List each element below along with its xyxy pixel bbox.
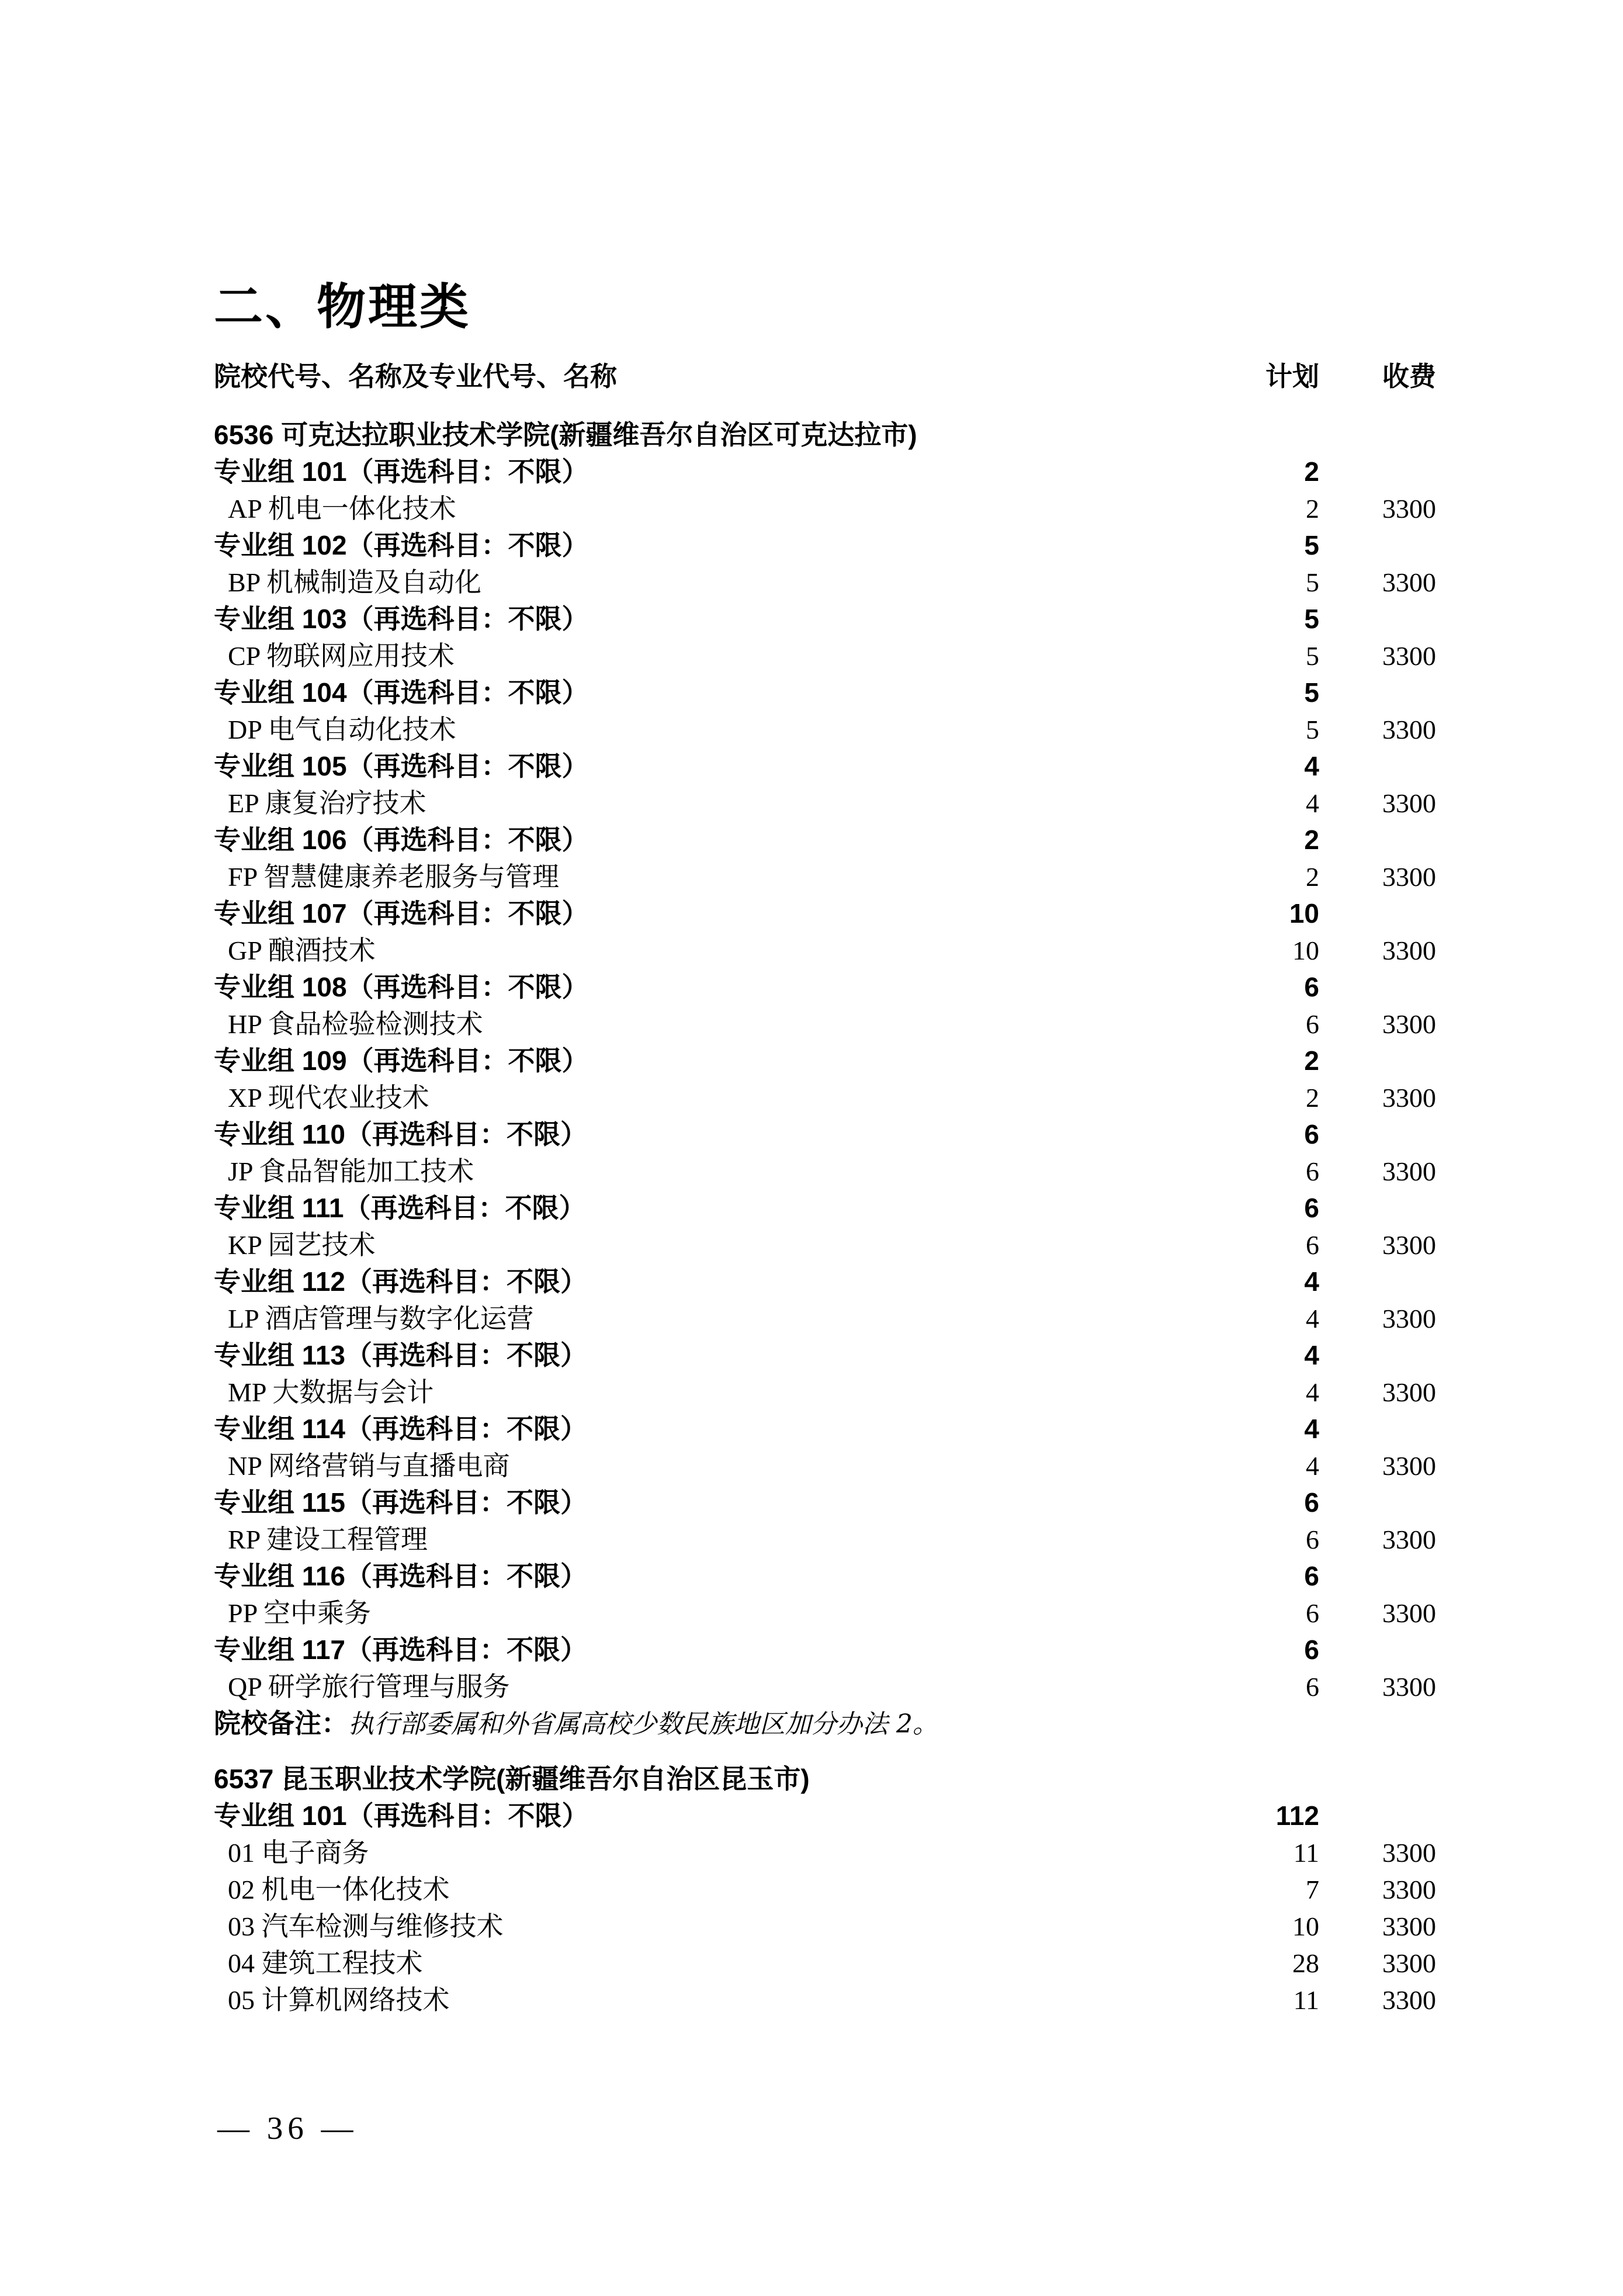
row-fee-value: 3300 (1382, 1083, 1436, 1113)
row-plan-value: 5 (1304, 530, 1319, 560)
right-margin-spacer (1436, 1595, 1623, 1632)
row-fee-value (1319, 1043, 1436, 1079)
row-fee-value: 3300 (1382, 1838, 1436, 1868)
row-name-cell (214, 1871, 1197, 1908)
row-plan-value: 6 (1306, 1230, 1319, 1260)
row-text: BP 机械制造及自动化 (228, 567, 482, 597)
row-plan-value: 4 (1304, 1266, 1319, 1297)
row-name-cell (214, 564, 1197, 601)
right-margin-spacer (1436, 358, 1623, 395)
row-group (0, 1263, 1623, 1300)
row-name-cell (214, 1908, 1197, 1945)
row-group (0, 1116, 1623, 1153)
row-text: 专业组 101（再选科目：不限） (214, 1800, 589, 1831)
row-text: 专业组 101（再选科目：不限） (214, 456, 589, 487)
row-text: 专业组 109（再选科目：不限） (214, 1045, 589, 1076)
row-major (0, 1447, 1623, 1484)
row-major (0, 490, 1623, 527)
column-header-row (0, 358, 1623, 395)
right-margin-spacer (1436, 1190, 1623, 1227)
row-major (0, 1982, 1623, 2018)
row-plan-value: 4 (1306, 1451, 1319, 1481)
row-text: QP 研学旅行管理与服务 (228, 1672, 510, 1702)
row-plan-value: 2 (1306, 862, 1319, 892)
right-margin-spacer (1436, 822, 1623, 858)
row-major (0, 1668, 1623, 1705)
row-text: 专业组 108（再选科目：不限） (214, 972, 589, 1002)
row-plan-value: 4 (1304, 1414, 1319, 1444)
row-fee-value (1319, 822, 1436, 858)
row-name-cell (214, 1521, 1197, 1558)
row-fee-value: 3300 (1382, 1525, 1436, 1554)
row-plan-value: 4 (1306, 1304, 1319, 1334)
right-margin-spacer (1436, 1116, 1623, 1153)
row-plan-value: 28 (1292, 1948, 1319, 1978)
row-group (0, 1632, 1623, 1668)
row-name-cell (214, 1006, 1197, 1043)
column-header-fee: 收费 (1382, 362, 1436, 392)
row-plan-value: 10 (1289, 898, 1319, 929)
right-margin-spacer (1436, 711, 1623, 748)
row-group (0, 969, 1623, 1006)
right-margin-spacer (1436, 1153, 1623, 1190)
row-group (0, 1484, 1623, 1521)
row-plan-value (1197, 1761, 1319, 1798)
row-fee-value: 3300 (1382, 1875, 1436, 1904)
row-name-cell (214, 1705, 1197, 1742)
row-text: FP 智慧健康养老服务与管理 (228, 862, 559, 892)
row-text: 01 电子商务 (228, 1838, 369, 1868)
row-text: 专业组 114（再选科目：不限） (214, 1414, 587, 1444)
row-name-cell (214, 785, 1197, 822)
right-margin-spacer (1436, 932, 1623, 969)
row-note-label: 院校备注： (214, 1708, 348, 1739)
row-fee-value (1319, 601, 1436, 638)
right-margin-spacer (1436, 453, 1623, 490)
right-margin-spacer (1436, 1006, 1623, 1043)
right-margin-spacer (1436, 1945, 1623, 1982)
row-fee-value (1319, 1705, 1436, 1742)
row-name-cell (214, 1337, 1197, 1374)
row-plan-value: 10 (1292, 936, 1319, 965)
row-text: DP 电气自动化技术 (228, 715, 456, 744)
row-group (0, 1337, 1623, 1374)
row-text: 执行部委属和外省属高校少数民族地区加分办法 2。 (348, 1709, 938, 1739)
right-margin-spacer (1436, 1300, 1623, 1337)
right-margin-spacer (1436, 1761, 1623, 1798)
row-plan-value: 4 (1304, 751, 1319, 781)
plan-table (0, 417, 1623, 2018)
row-name-cell (214, 1153, 1197, 1190)
row-name-cell (214, 453, 1197, 490)
row-fee-value: 3300 (1382, 1451, 1436, 1481)
right-margin-spacer (1436, 601, 1623, 638)
right-margin-spacer (1436, 1871, 1623, 1908)
row-fee-value (1319, 1190, 1436, 1227)
row-plan-value: 2 (1304, 456, 1319, 487)
row-text: 6536 可克达拉职业技术学院(新疆维吾尔自治区可克达拉市) (214, 420, 917, 450)
right-margin-spacer (1436, 1668, 1623, 1705)
row-major (0, 1908, 1623, 1945)
row-name-cell (214, 1190, 1197, 1227)
section-title: 二、物理类 (214, 279, 471, 334)
row-text: HP 食品检验检测技术 (228, 1009, 483, 1039)
row-group (0, 601, 1623, 638)
row-fee-value (1319, 969, 1436, 1006)
row-text: GP 酿酒技术 (228, 936, 376, 965)
row-plan-value: 5 (1306, 567, 1319, 597)
row-plan-value: 4 (1306, 788, 1319, 818)
right-margin-spacer (1436, 1447, 1623, 1484)
row-fee-value: 3300 (1382, 1985, 1436, 2015)
row-fee-value: 3300 (1382, 1009, 1436, 1039)
row-plan-value: 6 (1306, 1009, 1319, 1039)
row-plan-value: 11 (1293, 1985, 1319, 2015)
right-margin-spacer (1436, 1374, 1623, 1411)
row-name-cell (214, 1263, 1197, 1300)
right-margin-spacer (1436, 1834, 1623, 1871)
row-fee-value (1319, 1411, 1436, 1447)
page-number: — 36 — (217, 2110, 358, 2146)
row-fee-value (1319, 1484, 1436, 1521)
row-text: 05 计算机网络技术 (228, 1985, 450, 2015)
row-name-cell (214, 895, 1197, 932)
row-fee-value: 3300 (1382, 1377, 1436, 1407)
right-margin-spacer (1436, 1908, 1623, 1945)
right-margin-spacer (1436, 969, 1623, 1006)
row-fee-value (1319, 1558, 1436, 1595)
row-name-cell (214, 1411, 1197, 1447)
row-major (0, 785, 1623, 822)
row-plan-value: 2 (1306, 1083, 1319, 1113)
row-text: MP 大数据与会计 (228, 1377, 434, 1407)
row-text: 专业组 103（再选科目：不限） (214, 604, 589, 634)
row-name-cell (214, 1982, 1197, 2018)
row-text: 专业组 106（再选科目：不限） (214, 825, 589, 855)
row-text: CP 物联网应用技术 (228, 641, 455, 671)
row-text: 02 机电一体化技术 (228, 1875, 450, 1904)
right-margin-spacer (1436, 417, 1623, 453)
row-plan-value: 5 (1304, 604, 1319, 634)
row-name-cell (214, 1761, 1197, 1798)
row-text: 专业组 117（再选科目：不限） (214, 1634, 587, 1665)
row-text: KP 园艺技术 (228, 1230, 376, 1260)
row-text: 专业组 112（再选科目：不限） (214, 1266, 587, 1297)
row-plan-value: 6 (1306, 1156, 1319, 1186)
row-name-cell (214, 969, 1197, 1006)
right-margin-spacer (1436, 1798, 1623, 1834)
row-major (0, 1374, 1623, 1411)
right-margin-spacer (1436, 490, 1623, 527)
row-name-cell (214, 1374, 1197, 1411)
row-plan-value: 2 (1304, 1045, 1319, 1076)
row-fee-value: 3300 (1382, 1156, 1436, 1186)
row-text: 专业组 105（再选科目：不限） (214, 751, 589, 781)
right-margin-spacer (1436, 674, 1623, 711)
row-major (0, 1595, 1623, 1632)
row-plan-value: 5 (1306, 715, 1319, 744)
row-plan-value (1197, 1705, 1319, 1742)
row-text: EP 康复治疗技术 (228, 788, 426, 818)
row-name-cell (214, 932, 1197, 969)
row-group (0, 1411, 1623, 1447)
row-group (0, 1043, 1623, 1079)
row-group (0, 1798, 1623, 1834)
row-fee-value: 3300 (1382, 1304, 1436, 1334)
row-text: XP 现代农业技术 (228, 1083, 429, 1113)
row-school (0, 1761, 1623, 1798)
row-text: RP 建设工程管理 (228, 1525, 428, 1554)
row-major (0, 1227, 1623, 1263)
row-name-cell (214, 1300, 1197, 1337)
row-text: AP 机电一体化技术 (228, 494, 456, 524)
row-fee-value (1319, 1116, 1436, 1153)
row-plan-value: 2 (1304, 825, 1319, 855)
row-fee-value: 3300 (1382, 1911, 1436, 1941)
right-margin-spacer (1436, 895, 1623, 932)
right-margin-spacer (1436, 564, 1623, 601)
row-name-cell (214, 711, 1197, 748)
row-name-cell (214, 1116, 1197, 1153)
right-margin-spacer (1436, 1337, 1623, 1374)
row-name-cell (214, 1484, 1197, 1521)
row-text: 专业组 115（再选科目：不限） (214, 1487, 587, 1518)
row-fee-value (1319, 417, 1436, 453)
row-text: 专业组 110（再选科目：不限） (214, 1119, 587, 1149)
row-plan-value: 6 (1304, 1193, 1319, 1223)
column-header-plan: 计划 (1265, 362, 1319, 392)
row-fee-value (1319, 895, 1436, 932)
row-note (0, 1705, 1623, 1742)
row-major (0, 711, 1623, 748)
row-plan-value: 6 (1304, 1561, 1319, 1591)
row-fee-value: 3300 (1382, 641, 1436, 671)
row-name-cell (214, 1227, 1197, 1263)
row-group (0, 674, 1623, 711)
row-fee-value: 3300 (1382, 936, 1436, 965)
row-text: 6537 昆玉职业技术学院(新疆维吾尔自治区昆玉市) (214, 1764, 810, 1794)
row-name-cell (214, 1632, 1197, 1668)
row-fee-value (1319, 1798, 1436, 1834)
row-text: JP 食品智能加工技术 (228, 1156, 474, 1186)
row-fee-value (1319, 1761, 1436, 1798)
right-margin-spacer (1436, 1632, 1623, 1668)
row-major (0, 1006, 1623, 1043)
right-margin-spacer (1436, 1521, 1623, 1558)
row-name-cell (214, 490, 1197, 527)
row-fee-value: 3300 (1382, 1230, 1436, 1260)
row-plan-value: 4 (1304, 1340, 1319, 1370)
row-text: 专业组 111（再选科目：不限） (214, 1193, 586, 1223)
row-plan-value: 4 (1306, 1377, 1319, 1407)
row-plan-value: 6 (1304, 972, 1319, 1002)
right-margin-spacer (1436, 527, 1623, 564)
row-fee-value (1319, 748, 1436, 785)
row-name-cell (214, 1668, 1197, 1705)
row-major (0, 1153, 1623, 1190)
row-plan-value: 11 (1293, 1838, 1319, 1868)
row-major (0, 638, 1623, 674)
row-major (0, 1079, 1623, 1116)
row-name-cell (214, 1043, 1197, 1079)
row-name-cell (214, 1079, 1197, 1116)
right-margin-spacer (1436, 1079, 1623, 1116)
row-name-cell (214, 674, 1197, 711)
row-text: 03 汽车检测与维修技术 (228, 1911, 504, 1941)
row-plan-value: 6 (1306, 1598, 1319, 1628)
right-margin-spacer (1436, 748, 1623, 785)
right-margin-spacer (1436, 1982, 1623, 2018)
row-group (0, 1190, 1623, 1227)
row-fee-value: 3300 (1382, 1672, 1436, 1702)
right-margin-spacer (1436, 1558, 1623, 1595)
row-fee-value: 3300 (1382, 567, 1436, 597)
right-margin-spacer (1436, 1043, 1623, 1079)
row-plan-value: 6 (1304, 1634, 1319, 1665)
row-text: 04 建筑工程技术 (228, 1948, 423, 1978)
row-fee-value (1319, 1632, 1436, 1668)
row-text: LP 酒店管理与数字化运营 (228, 1304, 534, 1334)
row-fee-value: 3300 (1382, 862, 1436, 892)
right-margin-spacer (1436, 1227, 1623, 1263)
row-plan-value: 112 (1275, 1800, 1319, 1831)
row-group (0, 895, 1623, 932)
right-margin-spacer (1436, 858, 1623, 895)
row-plan-value: 5 (1306, 641, 1319, 671)
row-plan-value: 7 (1306, 1875, 1319, 1904)
row-name-cell (214, 601, 1197, 638)
right-margin-spacer (1436, 1484, 1623, 1521)
row-fee-value (1319, 674, 1436, 711)
row-name-cell (214, 417, 1197, 453)
row-plan-value: 6 (1304, 1487, 1319, 1518)
row-plan-value: 6 (1306, 1525, 1319, 1554)
row-plan-value: 6 (1304, 1119, 1319, 1149)
row-text: 专业组 107（再选科目：不限） (214, 898, 589, 929)
row-major (0, 1521, 1623, 1558)
row-group (0, 822, 1623, 858)
row-major (0, 932, 1623, 969)
row-name-cell (214, 1595, 1197, 1632)
row-text: NP 网络营销与直播电商 (228, 1451, 510, 1481)
row-fee-value: 3300 (1382, 788, 1436, 818)
right-margin-spacer (1436, 638, 1623, 674)
row-major (0, 1300, 1623, 1337)
row-fee-value (1319, 527, 1436, 564)
right-margin-spacer (1436, 785, 1623, 822)
right-margin-spacer (1436, 1705, 1623, 1742)
row-group (0, 527, 1623, 564)
row-major (0, 1945, 1623, 1982)
right-margin-spacer (1436, 1411, 1623, 1447)
row-name-cell (214, 1798, 1197, 1834)
row-name-cell (214, 822, 1197, 858)
row-name-cell (214, 638, 1197, 674)
row-text: 专业组 104（再选科目：不限） (214, 677, 589, 708)
row-major (0, 1834, 1623, 1871)
row-name-cell (214, 858, 1197, 895)
row-text: PP 空中乘务 (228, 1598, 371, 1628)
row-fee-value (1319, 1263, 1436, 1300)
row-fee-value: 3300 (1382, 1598, 1436, 1628)
row-group (0, 1558, 1623, 1595)
row-name-cell (214, 527, 1197, 564)
right-margin-spacer (1436, 1263, 1623, 1300)
column-header-name: 院校代号、名称及专业代号、名称 (214, 361, 617, 392)
row-major (0, 858, 1623, 895)
row-fee-value: 3300 (1382, 494, 1436, 524)
row-plan-value: 2 (1306, 494, 1319, 524)
row-fee-value: 3300 (1382, 715, 1436, 744)
row-major (0, 1871, 1623, 1908)
row-name-cell (214, 748, 1197, 785)
row-text: 专业组 116（再选科目：不限） (214, 1561, 587, 1591)
row-major (0, 564, 1623, 601)
row-plan-value (1197, 417, 1319, 453)
row-text: 专业组 113（再选科目：不限） (214, 1340, 587, 1370)
row-plan-value: 10 (1292, 1911, 1319, 1941)
row-plan-value: 5 (1304, 677, 1319, 708)
row-fee-value (1319, 1337, 1436, 1374)
row-group (0, 453, 1623, 490)
row-plan-value: 6 (1306, 1672, 1319, 1702)
row-school (0, 417, 1623, 453)
row-name-cell (214, 1558, 1197, 1595)
row-name-cell (214, 1834, 1197, 1871)
row-name-cell (214, 1447, 1197, 1484)
row-name-cell (214, 1945, 1197, 1982)
row-fee-value (1319, 453, 1436, 490)
row-fee-value: 3300 (1382, 1948, 1436, 1978)
row-group (0, 748, 1623, 785)
row-text: 专业组 102（再选科目：不限） (214, 530, 589, 560)
